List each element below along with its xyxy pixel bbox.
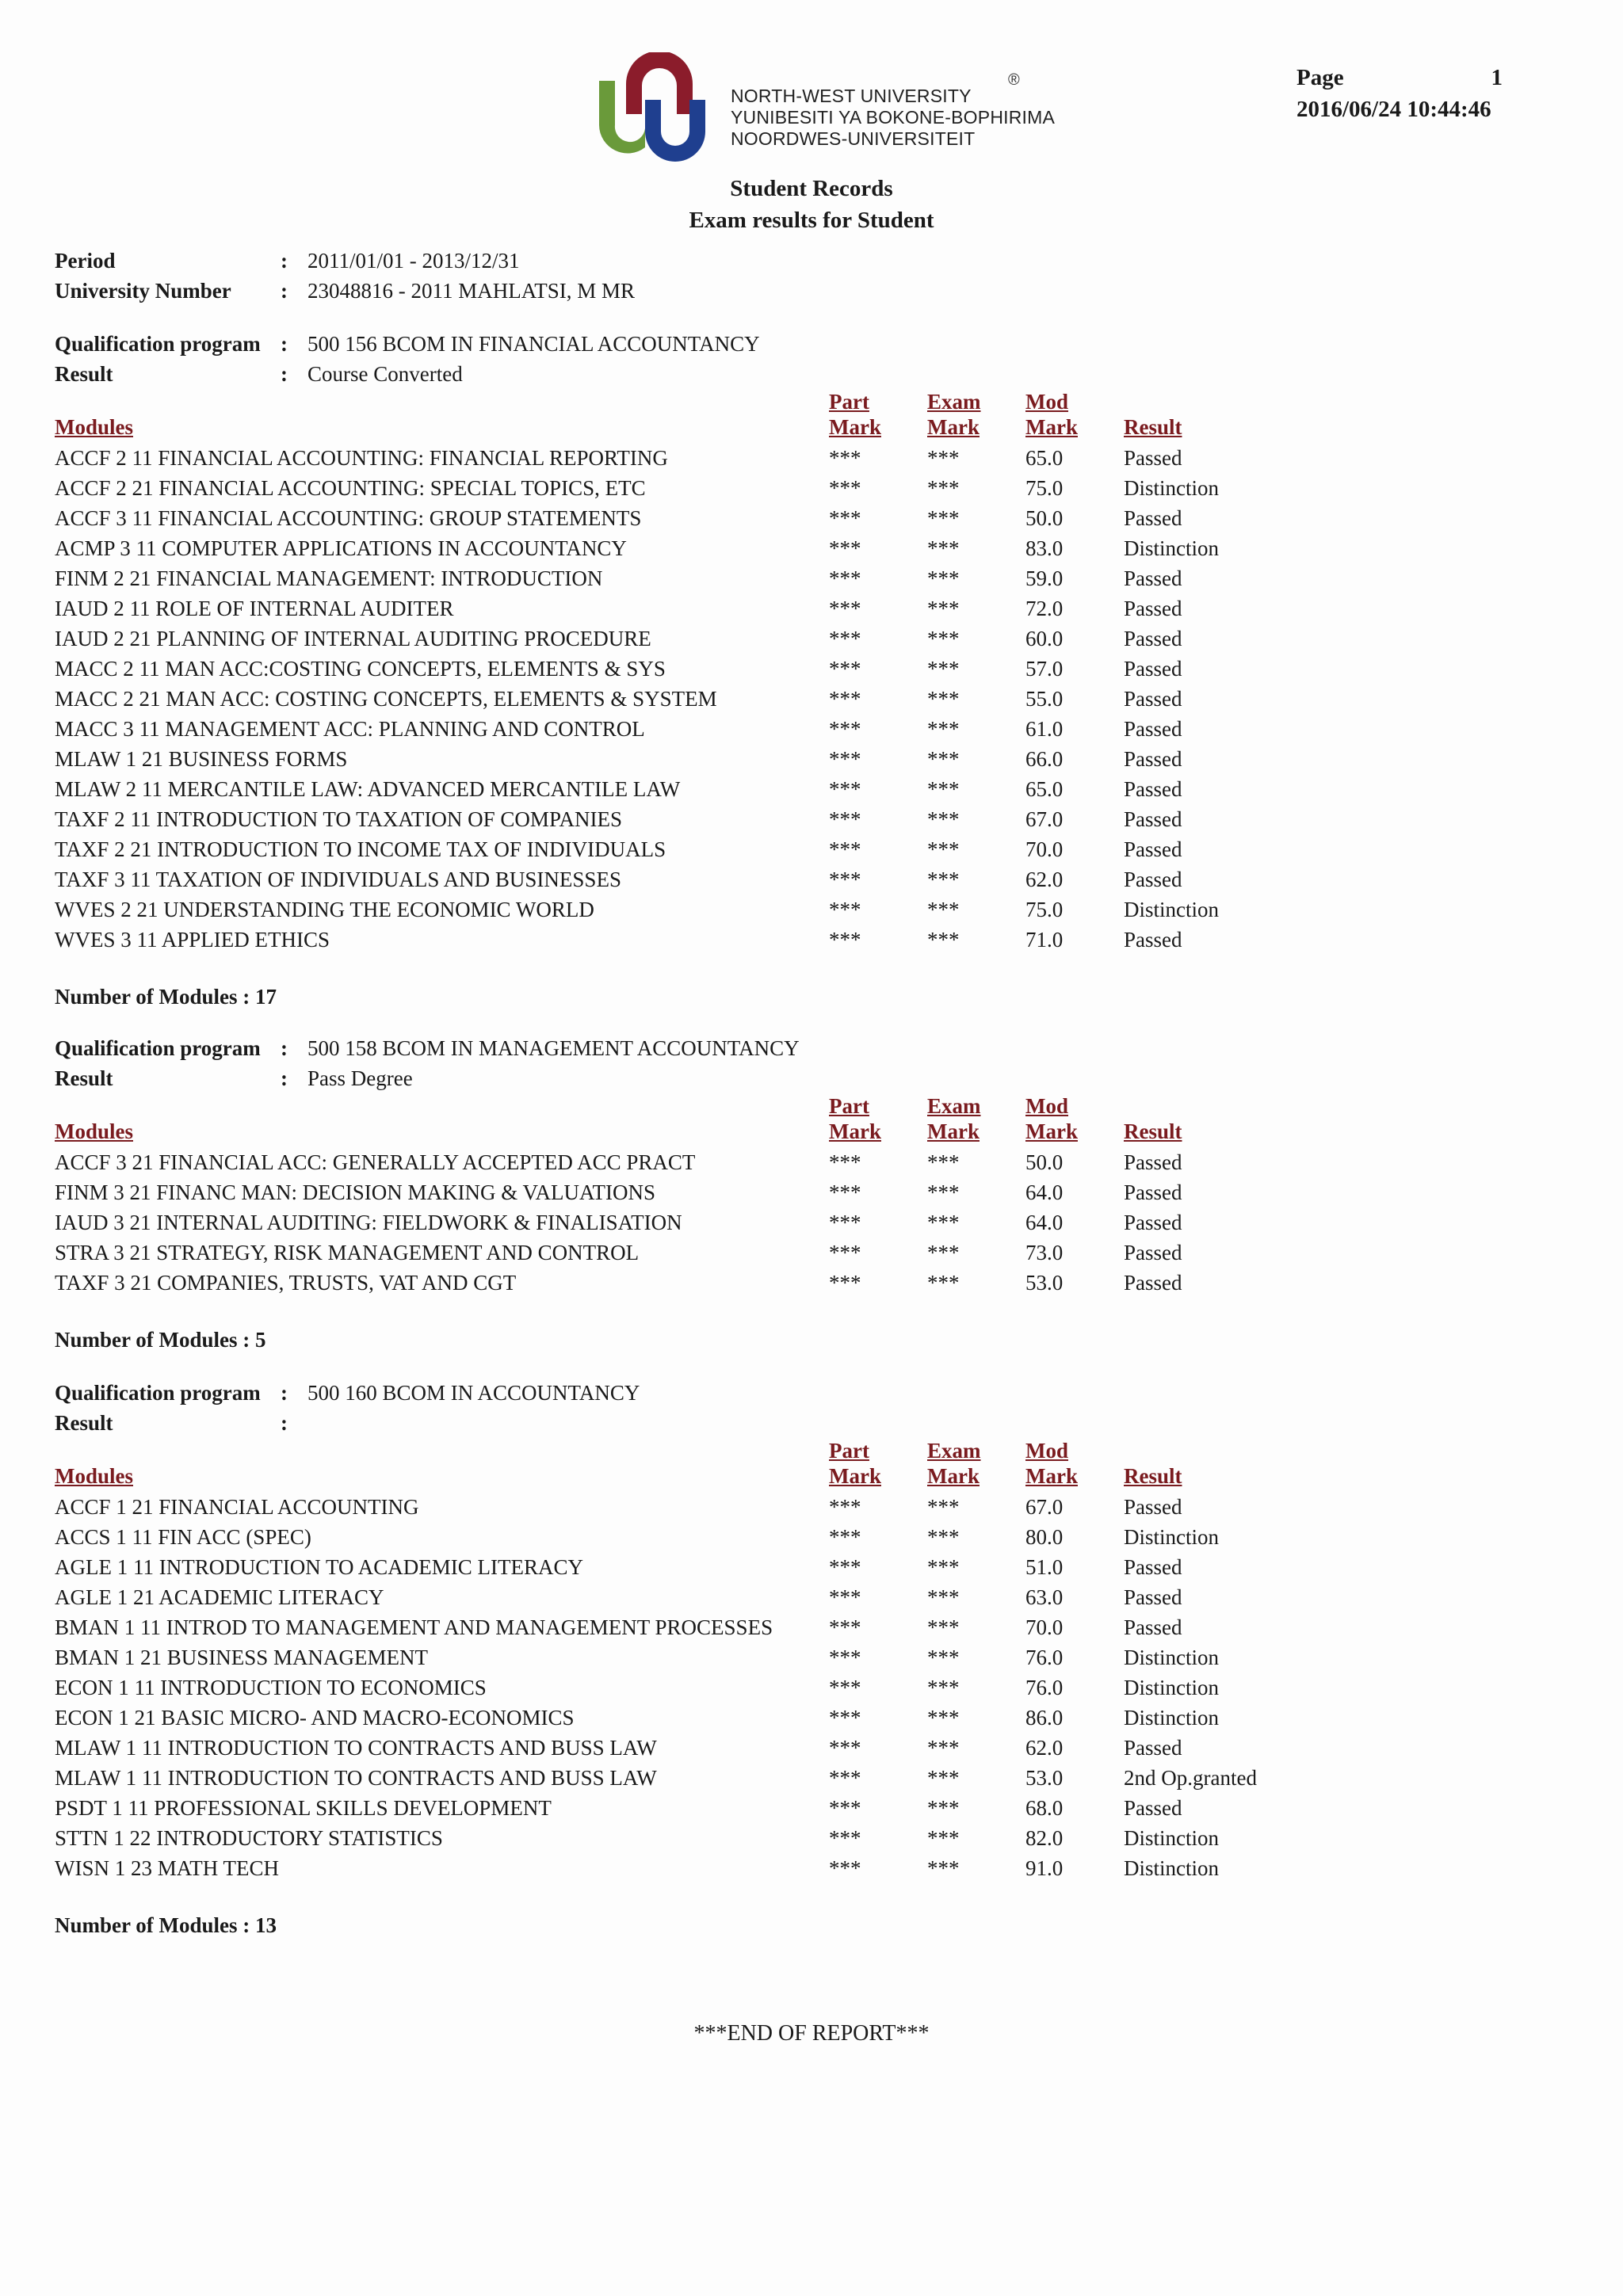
part-mark: ***: [829, 1615, 861, 1639]
part-mark: ***: [829, 536, 861, 560]
report-titles: [0, 173, 1623, 236]
module-name: FINM 3 21 FINANC MAN: DECISION MAKING & VALUATIONS: [55, 1180, 656, 1204]
mod-mark: 64.0: [1025, 1211, 1064, 1234]
module-result: Passed: [1124, 1796, 1182, 1820]
exam-mark: ***: [927, 1856, 960, 1880]
qualification-value: 500 158 BCOM IN MANAGEMENT ACCOUNTANCY: [307, 1036, 800, 1060]
module-result: Passed: [1124, 1736, 1182, 1760]
table-row: [55, 1552, 1323, 1582]
mod-mark: 71.0: [1025, 928, 1064, 952]
module-result: Passed: [1124, 1211, 1182, 1234]
module-result: Passed: [1124, 1615, 1182, 1639]
part-mark: ***: [829, 1856, 861, 1880]
exam-mark: ***: [927, 807, 960, 831]
part-mark: ***: [829, 898, 861, 921]
table-header: [55, 389, 1323, 443]
column-header-mod: Mod: [1025, 1439, 1068, 1463]
exam-mark: ***: [927, 1615, 960, 1639]
number-of-modules-label: Number of Modules :: [55, 1328, 255, 1352]
module-name: FINM 2 21 FINANCIAL MANAGEMENT: INTRODUCTION: [55, 566, 603, 590]
module-name: WVES 2 21 UNDERSTANDING THE ECONOMIC WORLD: [55, 898, 594, 921]
part-mark: ***: [829, 476, 861, 500]
mod-mark: 57.0: [1025, 657, 1064, 681]
result-label: Result: [55, 1066, 113, 1090]
modules-table: [55, 1438, 1323, 1883]
exam-mark: ***: [927, 506, 960, 530]
part-mark: ***: [829, 1646, 861, 1669]
module-name: AGLE 1 21 ACADEMIC LITERACY: [55, 1585, 384, 1609]
mod-mark: 64.0: [1025, 1180, 1064, 1204]
exam-mark: ***: [927, 1646, 960, 1669]
table-row: [55, 1793, 1323, 1823]
table-row: [55, 503, 1323, 533]
column-header-mod-mark: Mark: [1025, 1464, 1078, 1488]
exam-mark: ***: [927, 597, 960, 620]
university-name-line-1: NORTH-WEST UNIVERSITY: [731, 86, 972, 106]
table-row: [55, 443, 1323, 473]
mod-mark: 72.0: [1025, 597, 1064, 620]
exam-mark: ***: [927, 1585, 960, 1609]
university-number-value: 23048816 - 2011 MAHLATSI, M MR: [307, 279, 636, 303]
qualification-label: Qualification program: [55, 1381, 261, 1405]
table-row: [55, 1268, 1323, 1298]
number-of-modules-value: 17: [255, 985, 277, 1009]
part-mark: ***: [829, 717, 861, 741]
mod-mark: 73.0: [1025, 1241, 1064, 1264]
table-row: [55, 1672, 1323, 1703]
table-row: [55, 1853, 1323, 1883]
column-header-modules: Modules: [55, 1119, 134, 1143]
part-mark: ***: [829, 747, 861, 771]
period-value: 2011/01/01 - 2013/12/31: [307, 249, 520, 273]
column-header-exam-mark: Mark: [927, 415, 980, 439]
column-header-part-mark: Mark: [829, 1119, 881, 1143]
report-title: Student Records: [730, 176, 893, 201]
page-label: Page: [1296, 65, 1344, 90]
exam-mark: ***: [927, 1180, 960, 1204]
column-header-exam: Exam: [927, 1094, 981, 1118]
mod-mark: 91.0: [1025, 1856, 1064, 1880]
part-mark: ***: [829, 777, 861, 801]
module-result: Distinction: [1124, 476, 1219, 500]
column-header-mod: Mod: [1025, 390, 1068, 414]
part-mark: ***: [829, 597, 861, 620]
mod-mark: 76.0: [1025, 1676, 1064, 1699]
mod-mark: 63.0: [1025, 1585, 1064, 1609]
exam-mark: ***: [927, 1676, 960, 1699]
exam-mark: ***: [927, 777, 960, 801]
table-row: [55, 1492, 1323, 1522]
mod-mark: 53.0: [1025, 1766, 1064, 1790]
qualification-value: 500 160 BCOM IN ACCOUNTANCY: [307, 1381, 640, 1405]
part-mark: ***: [829, 1180, 861, 1204]
exam-mark: ***: [927, 1555, 960, 1579]
part-mark: ***: [829, 868, 861, 891]
module-result: Passed: [1124, 747, 1182, 771]
university-name: [731, 86, 1055, 150]
column-header-part: Part: [829, 1439, 869, 1463]
modules-table: [55, 1093, 1323, 1298]
mod-mark: 70.0: [1025, 1615, 1064, 1639]
exam-mark: ***: [927, 747, 960, 771]
result-value: Pass Degree: [307, 1066, 413, 1090]
module-result: Passed: [1124, 1150, 1182, 1174]
column-header-exam: Exam: [927, 390, 981, 414]
module-name: IAUD 3 21 INTERNAL AUDITING: FIELDWORK & FINALISATION: [55, 1211, 682, 1234]
exam-mark: ***: [927, 1826, 960, 1850]
part-mark: ***: [829, 837, 861, 861]
part-mark: ***: [829, 1766, 861, 1790]
table-row: [55, 1733, 1323, 1763]
number-of-modules-value: 13: [255, 1913, 277, 1937]
module-result: Passed: [1124, 1585, 1182, 1609]
colon: :: [281, 1411, 288, 1435]
module-result: Passed: [1124, 837, 1182, 861]
module-result: Distinction: [1124, 898, 1219, 921]
result-label: Result: [55, 362, 113, 386]
qualification-info: [55, 1033, 800, 1093]
part-mark: ***: [829, 928, 861, 952]
exam-mark: ***: [927, 1736, 960, 1760]
column-header-exam-mark: Mark: [927, 1119, 980, 1143]
module-name: IAUD 2 11 ROLE OF INTERNAL AUDITER: [55, 597, 454, 620]
exam-mark: ***: [927, 536, 960, 560]
mod-mark: 68.0: [1025, 1796, 1064, 1820]
module-name: MACC 3 11 MANAGEMENT ACC: PLANNING AND CONTROL: [55, 717, 645, 741]
result-value: Course Converted: [307, 362, 463, 386]
module-name: IAUD 2 21 PLANNING OF INTERNAL AUDITING PROCEDURE: [55, 627, 651, 650]
mod-mark: 50.0: [1025, 1150, 1064, 1174]
mod-mark: 61.0: [1025, 717, 1064, 741]
qualification-info: [55, 1378, 640, 1438]
exam-mark: ***: [927, 1241, 960, 1264]
mod-mark: 55.0: [1025, 687, 1064, 711]
mod-mark: 62.0: [1025, 1736, 1064, 1760]
colon: :: [281, 249, 288, 273]
mod-mark: 50.0: [1025, 506, 1064, 530]
module-name: TAXF 2 21 INTRODUCTION TO INCOME TAX OF INDIVIDUALS: [55, 837, 666, 861]
table-row: [55, 654, 1323, 684]
mod-mark: 75.0: [1025, 898, 1064, 921]
part-mark: ***: [829, 1555, 861, 1579]
part-mark: ***: [829, 1525, 861, 1549]
column-header-result: Result: [1124, 1119, 1182, 1143]
exam-mark: ***: [927, 928, 960, 952]
table-row: [55, 774, 1323, 804]
university-name-line-3: NOORDWES-UNIVERSITEIT: [731, 128, 976, 149]
mod-mark: 67.0: [1025, 807, 1064, 831]
exam-mark: ***: [927, 1211, 960, 1234]
part-mark: ***: [829, 1706, 861, 1730]
module-result: Distinction: [1124, 1676, 1219, 1699]
module-result: Passed: [1124, 687, 1182, 711]
number-of-modules-value: 5: [255, 1328, 266, 1352]
part-mark: ***: [829, 1211, 861, 1234]
table-row: [55, 1582, 1323, 1612]
mod-mark: 80.0: [1025, 1525, 1064, 1549]
module-name: WISN 1 23 MATH TECH: [55, 1856, 279, 1880]
mod-mark: 70.0: [1025, 837, 1064, 861]
table-row: [55, 804, 1323, 834]
mod-mark: 62.0: [1025, 868, 1064, 891]
exam-mark: ***: [927, 657, 960, 681]
table-row: [55, 834, 1323, 864]
table-row: [55, 684, 1323, 714]
qualification-value: 500 156 BCOM IN FINANCIAL ACCOUNTANCY: [307, 332, 760, 356]
module-result: 2nd Op.granted: [1124, 1766, 1257, 1790]
module-name: ACCF 2 21 FINANCIAL ACCOUNTING: SPECIAL TOPICS, ETC: [55, 476, 646, 500]
module-name: BMAN 1 11 INTROD TO MANAGEMENT AND MANAGEMENT PROCESSES: [55, 1615, 773, 1639]
exam-mark: ***: [927, 898, 960, 921]
part-mark: ***: [829, 1585, 861, 1609]
exam-mark: ***: [927, 476, 960, 500]
part-mark: ***: [829, 1150, 861, 1174]
modules-table: [55, 389, 1323, 955]
mod-mark: 67.0: [1025, 1495, 1064, 1519]
module-name: ACCS 1 11 FIN ACC (SPEC): [55, 1525, 311, 1549]
exam-mark: ***: [927, 687, 960, 711]
column-header-part: Part: [829, 390, 869, 414]
table-row: [55, 624, 1323, 654]
exam-mark: ***: [927, 717, 960, 741]
number-of-modules: [55, 1910, 277, 1940]
mod-mark: 66.0: [1025, 747, 1064, 771]
module-result: Passed: [1124, 1271, 1182, 1295]
exam-mark: ***: [927, 1796, 960, 1820]
mod-mark: 51.0: [1025, 1555, 1064, 1579]
nwu-emblem-icon: [596, 52, 723, 171]
exam-mark: ***: [927, 566, 960, 590]
module-result: Passed: [1124, 1180, 1182, 1204]
table-row: [55, 1612, 1323, 1642]
university-number-label: University Number: [55, 279, 231, 303]
module-name: ACCF 3 11 FINANCIAL ACCOUNTING: GROUP STATEMENTS: [55, 506, 642, 530]
table-header: [55, 1093, 1323, 1147]
part-mark: ***: [829, 1271, 861, 1295]
module-result: Distinction: [1124, 536, 1219, 560]
table-row: [55, 1763, 1323, 1793]
column-header-result: Result: [1124, 415, 1182, 439]
table-row: [55, 563, 1323, 593]
module-name: MACC 2 21 MAN ACC: COSTING CONCEPTS, ELEMENTS & SYSTEM: [55, 687, 717, 711]
page-info: [1296, 62, 1503, 125]
column-header-mod-mark: Mark: [1025, 1119, 1078, 1143]
module-result: Passed: [1124, 1495, 1182, 1519]
part-mark: ***: [829, 566, 861, 590]
table-row: [55, 925, 1323, 955]
module-result: Passed: [1124, 777, 1182, 801]
report-datetime: 2016/06/24 10:44:46: [1296, 97, 1491, 122]
module-name: ACCF 3 21 FINANCIAL ACC: GENERALLY ACCEPTED ACC PRACT: [55, 1150, 696, 1174]
module-result: Distinction: [1124, 1706, 1219, 1730]
module-result: Passed: [1124, 717, 1182, 741]
number-of-modules: [55, 1325, 266, 1355]
part-mark: ***: [829, 657, 861, 681]
module-name: MLAW 1 11 INTRODUCTION TO CONTRACTS AND BUSS LAW: [55, 1766, 657, 1790]
part-mark: ***: [829, 1495, 861, 1519]
module-result: Passed: [1124, 446, 1182, 470]
module-result: Distinction: [1124, 1646, 1219, 1669]
mod-mark: 86.0: [1025, 1706, 1064, 1730]
number-of-modules-label: Number of Modules :: [55, 985, 255, 1009]
module-result: Passed: [1124, 597, 1182, 620]
module-result: Passed: [1124, 1241, 1182, 1264]
column-header-result: Result: [1124, 1464, 1182, 1488]
page-number: 1: [1491, 65, 1503, 90]
module-name: WVES 3 11 APPLIED ETHICS: [55, 928, 330, 952]
module-name: ECON 1 11 INTRODUCTION TO ECONOMICS: [55, 1676, 487, 1699]
part-mark: ***: [829, 446, 861, 470]
university-logo: [596, 52, 1056, 171]
exam-mark: ***: [927, 868, 960, 891]
exam-mark: ***: [927, 446, 960, 470]
colon: :: [281, 362, 288, 386]
column-header-part-mark: Mark: [829, 415, 881, 439]
exam-mark: ***: [927, 837, 960, 861]
module-name: TAXF 2 11 INTRODUCTION TO TAXATION OF COMPANIES: [55, 807, 622, 831]
module-name: ACCF 1 21 FINANCIAL ACCOUNTING: [55, 1495, 419, 1519]
module-result: Passed: [1124, 1555, 1182, 1579]
module-name: MLAW 1 11 INTRODUCTION TO CONTRACTS AND BUSS LAW: [55, 1736, 657, 1760]
result-label: Result: [55, 1411, 113, 1435]
column-header-exam-mark: Mark: [927, 1464, 980, 1488]
module-name: ACMP 3 11 COMPUTER APPLICATIONS IN ACCOUNTANCY: [55, 536, 627, 560]
colon: :: [281, 1381, 288, 1405]
module-result: Passed: [1124, 807, 1182, 831]
mod-mark: 83.0: [1025, 536, 1064, 560]
colon: :: [281, 279, 288, 303]
part-mark: ***: [829, 1826, 861, 1850]
module-name: AGLE 1 11 INTRODUCTION TO ACADEMIC LITERACY: [55, 1555, 583, 1579]
exam-mark: ***: [927, 1525, 960, 1549]
module-name: ACCF 2 11 FINANCIAL ACCOUNTING: FINANCIAL REPORTING: [55, 446, 668, 470]
module-name: STRA 3 21 STRATEGY, RISK MANAGEMENT AND CONTROL: [55, 1241, 640, 1264]
table-row: [55, 1642, 1323, 1672]
column-header-mod-mark: Mark: [1025, 415, 1078, 439]
number-of-modules: [55, 982, 277, 1012]
module-result: Passed: [1124, 868, 1182, 891]
part-mark: ***: [829, 1796, 861, 1820]
table-row: [55, 533, 1323, 563]
part-mark: ***: [829, 1736, 861, 1760]
university-name-line-2: YUNIBESITI YA BOKONE-BOPHIRIMA: [731, 107, 1056, 128]
column-header-modules: Modules: [55, 415, 134, 439]
colon: :: [281, 1036, 288, 1060]
part-mark: ***: [829, 807, 861, 831]
mod-mark: 53.0: [1025, 1271, 1064, 1295]
exam-mark: ***: [927, 1766, 960, 1790]
column-header-mod: Mod: [1025, 1094, 1068, 1118]
table-row: [55, 473, 1323, 503]
table-header: [55, 1438, 1323, 1492]
colon: :: [281, 332, 288, 356]
mod-mark: 75.0: [1025, 476, 1064, 500]
exam-mark: ***: [927, 1706, 960, 1730]
module-result: Passed: [1124, 566, 1182, 590]
module-name: MLAW 2 11 MERCANTILE LAW: ADVANCED MERCANTILE LAW: [55, 777, 681, 801]
mod-mark: 65.0: [1025, 446, 1064, 470]
part-mark: ***: [829, 687, 861, 711]
qualification-label: Qualification program: [55, 1036, 261, 1060]
table-row: [55, 894, 1323, 925]
module-name: PSDT 1 11 PROFESSIONAL SKILLS DEVELOPMENT: [55, 1796, 552, 1820]
module-name: TAXF 3 11 TAXATION OF INDIVIDUALS AND BUSINESSES: [55, 868, 621, 891]
table-row: [55, 1823, 1323, 1853]
module-name: ECON 1 21 BASIC MICRO- AND MACRO-ECONOMICS: [55, 1706, 575, 1730]
module-result: Distinction: [1124, 1826, 1219, 1850]
module-result: Passed: [1124, 928, 1182, 952]
part-mark: ***: [829, 1241, 861, 1264]
table-row: [55, 1238, 1323, 1268]
registered-mark: ®: [1008, 71, 1020, 89]
table-row: [55, 1177, 1323, 1207]
module-result: Distinction: [1124, 1856, 1219, 1880]
mod-mark: 60.0: [1025, 627, 1064, 650]
end-of-report: ***END OF REPORT***: [693, 2021, 930, 2046]
part-mark: ***: [829, 506, 861, 530]
table-row: [55, 593, 1323, 624]
part-mark: ***: [829, 627, 861, 650]
table-row: [55, 1522, 1323, 1552]
column-header-part: Part: [829, 1094, 869, 1118]
column-header-modules: Modules: [55, 1464, 134, 1488]
column-header-part-mark: Mark: [829, 1464, 881, 1488]
mod-mark: 82.0: [1025, 1826, 1064, 1850]
exam-mark: ***: [927, 1495, 960, 1519]
table-row: [55, 1207, 1323, 1238]
qualification-info: [55, 329, 760, 389]
module-name: STTN 1 22 INTRODUCTORY STATISTICS: [55, 1826, 443, 1850]
mod-mark: 65.0: [1025, 777, 1064, 801]
table-row: [55, 1147, 1323, 1177]
period-label: Period: [55, 249, 116, 273]
module-result: Passed: [1124, 506, 1182, 530]
table-row: [55, 1703, 1323, 1733]
exam-mark: ***: [927, 627, 960, 650]
table-row: [55, 714, 1323, 744]
exam-mark: ***: [927, 1271, 960, 1295]
student-info: [55, 246, 635, 306]
mod-mark: 76.0: [1025, 1646, 1064, 1669]
report-subtitle: Exam results for Student: [689, 208, 934, 233]
number-of-modules-label: Number of Modules :: [55, 1913, 255, 1937]
column-header-exam: Exam: [927, 1439, 981, 1463]
module-result: Passed: [1124, 657, 1182, 681]
module-name: MLAW 1 21 BUSINESS FORMS: [55, 747, 348, 771]
module-result: Distinction: [1124, 1525, 1219, 1549]
module-name: BMAN 1 21 BUSINESS MANAGEMENT: [55, 1646, 429, 1669]
exam-mark: ***: [927, 1150, 960, 1174]
mod-mark: 59.0: [1025, 566, 1064, 590]
module-result: Passed: [1124, 627, 1182, 650]
module-name: TAXF 3 21 COMPANIES, TRUSTS, VAT AND CGT: [55, 1271, 517, 1295]
qualification-label: Qualification program: [55, 332, 261, 356]
part-mark: ***: [829, 1676, 861, 1699]
colon: :: [281, 1066, 288, 1090]
module-name: MACC 2 11 MAN ACC:COSTING CONCEPTS, ELEMENTS & SYS: [55, 657, 666, 681]
table-row: [55, 864, 1323, 894]
table-row: [55, 744, 1323, 774]
